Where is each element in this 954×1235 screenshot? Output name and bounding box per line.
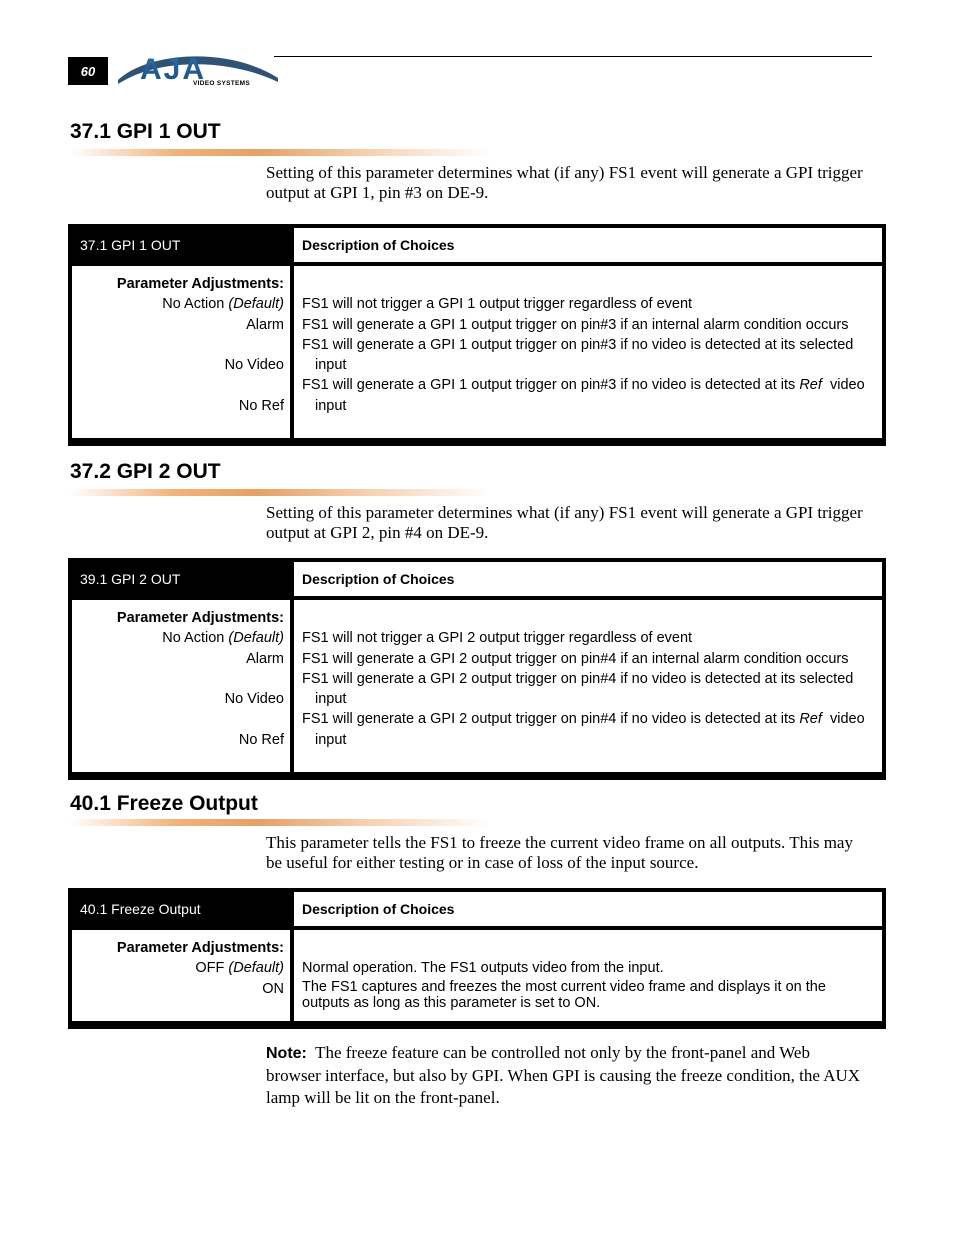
table-desc-header: Description of Choices — [294, 562, 882, 596]
option-description: Normal operation. The FS1 outputs video from the input. — [302, 960, 664, 977]
section-title: 37.1 GPI 1 OUT — [70, 120, 221, 143]
section-intro: Setting of this parameter determines what (if any) FS1 event will generate a GPI trigger output at GPI 2, pin #4 on DE-9. — [266, 503, 863, 542]
option-label: ON — [262, 980, 284, 997]
svg-text:AJA: AJA — [140, 53, 207, 86]
table-desc-header: Description of Choices — [294, 892, 882, 926]
table-desc-header: Description of Choices — [294, 228, 882, 262]
note-label: Note: — [266, 1045, 307, 1062]
option-label: OFF (Default) — [195, 960, 284, 977]
option-label: No Ref — [238, 731, 284, 748]
option-description: FS1 will not trigger a GPI 1 output trigger regardless of event — [302, 296, 693, 313]
note-paragraph — [266, 1042, 866, 1109]
table-param-name: 39.1 GPI 2 OUT — [80, 571, 181, 587]
options-column — [72, 266, 290, 438]
option-description: The FS1 captures and freezes the most current video frame and displays it on the outputs as long as this parameter is set to ON. — [302, 978, 826, 1012]
option-description: FS1 will generate a GPI 2 output trigger on pin#4 if no video is detected at its Ref video input — [302, 711, 865, 748]
section-title: 37.2 GPI 2 OUT — [70, 460, 221, 483]
parameter-table — [68, 888, 886, 1029]
section-intro: This parameter tells the FS1 to freeze the current video frame on all outputs. This may be useful for either testing or in case of loss of the input source. — [266, 833, 853, 872]
option-label: No Ref — [238, 397, 284, 414]
option-description: FS1 will generate a GPI 1 output trigger on pin#3 if an internal alarm condition occurs — [302, 316, 849, 333]
title-underline — [70, 489, 490, 496]
options-column — [72, 600, 290, 772]
section-intro: Setting of this parameter determines what (if any) FS1 event will generate a GPI trigger output at GPI 1, pin #3 on DE-9. — [266, 163, 863, 202]
title-underline — [70, 819, 490, 826]
option-label: Alarm — [246, 650, 284, 667]
table-param-name: 37.1 GPI 1 OUT — [80, 237, 181, 253]
option-description: FS1 will not trigger a GPI 2 output trigger regardless of event — [302, 630, 693, 647]
option-label: No Video — [224, 691, 284, 708]
aja-logo — [118, 52, 278, 92]
option-label: No Video — [224, 357, 284, 374]
header-rule — [274, 56, 872, 57]
option-label: No Action (Default) — [162, 630, 284, 647]
option-description: FS1 will generate a GPI 1 output trigger on pin#3 if no video is detected at its selected input — [302, 336, 854, 374]
options-column — [72, 930, 290, 1021]
descriptions-column — [294, 600, 882, 772]
table-param-name: 40.1 Freeze Output — [80, 901, 201, 917]
descriptions-column — [294, 930, 882, 1021]
option-description: FS1 will generate a GPI 1 output trigger on pin#3 if no video is detected at its Ref video input — [302, 377, 865, 414]
adjustments-label: Parameter Adjustments: — [116, 610, 284, 626]
option-description: FS1 will generate a GPI 2 output trigger on pin#4 if no video is detected at its selected input — [302, 670, 854, 708]
adjustments-label: Parameter Adjustments: — [116, 276, 284, 292]
parameter-table — [68, 224, 886, 446]
option-label: No Action (Default) — [162, 296, 284, 313]
descriptions-column — [294, 266, 882, 438]
section-title: 40.1 Freeze Output — [70, 792, 258, 815]
option-description: FS1 will generate a GPI 2 output trigger on pin#4 if an internal alarm condition occurs — [302, 650, 849, 667]
logo-subtext: VIDEO SYSTEMS — [193, 80, 250, 87]
option-label: Alarm — [246, 316, 284, 333]
adjustments-label: Parameter Adjustments: — [116, 940, 284, 956]
page-number: 60 — [68, 57, 108, 85]
title-underline — [70, 149, 490, 156]
parameter-table — [68, 558, 886, 780]
note-text: The freeze feature can be controlled not only by the front-panel and Web browser interface, but also by GPI. When GPI is causing the freeze condition, the AUX lamp will be lit on the front-panel. — [266, 1043, 861, 1107]
